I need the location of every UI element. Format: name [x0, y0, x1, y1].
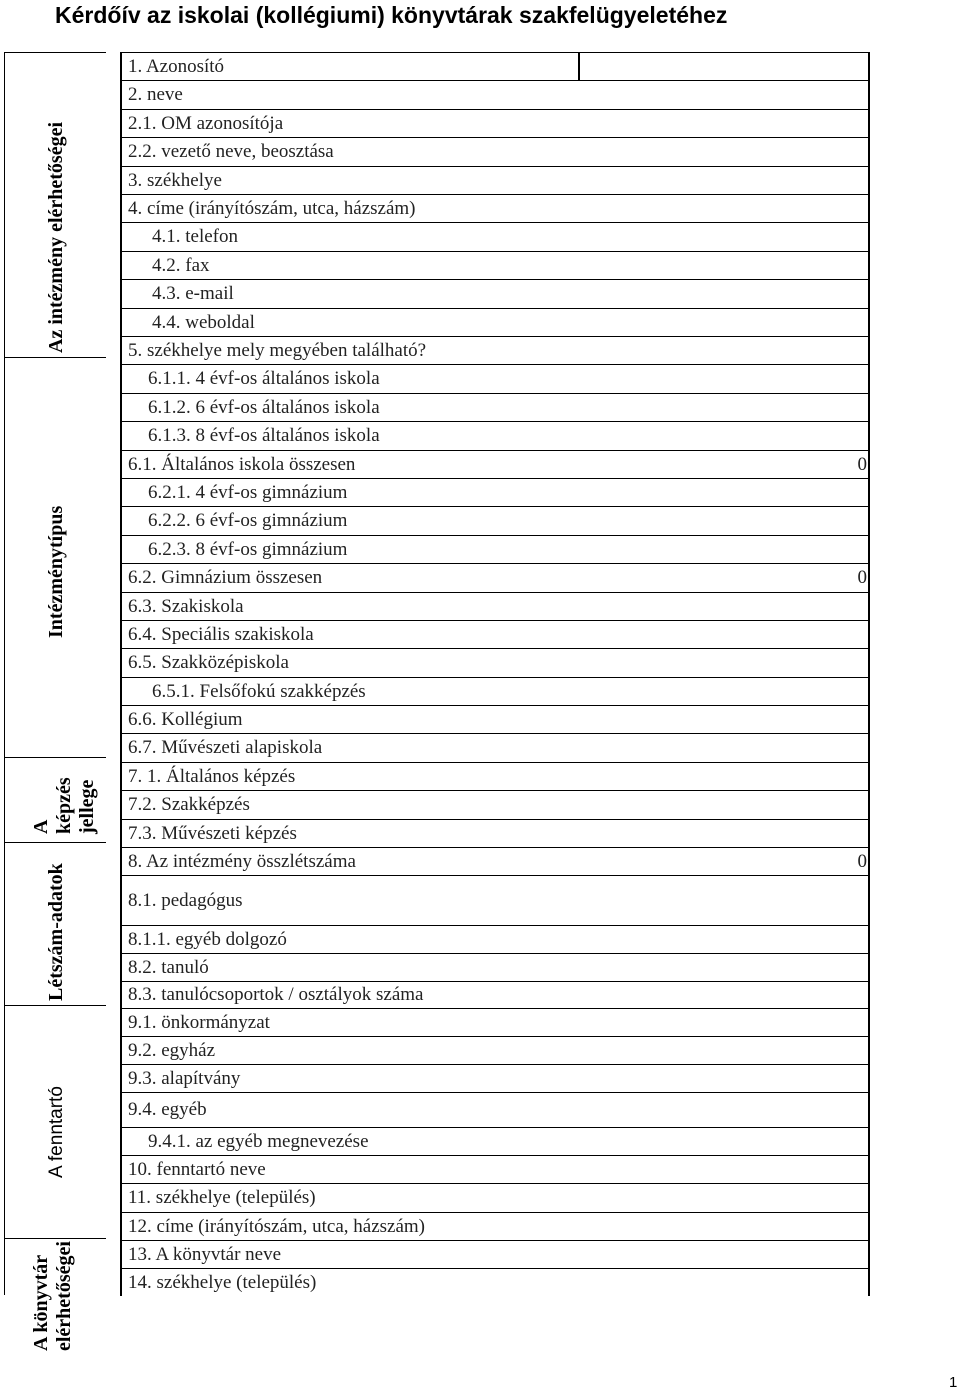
row-label: 4.2. fax — [152, 254, 210, 276]
row-label: 3. székhelye — [128, 169, 222, 191]
form-row — [120, 194, 869, 222]
row-label: 8. Az intézmény összlétszáma — [128, 850, 356, 872]
section-label-line: A fenntartó — [46, 1086, 67, 1178]
form-row — [120, 762, 869, 790]
row-label: 4.3. e-mail — [152, 283, 234, 304]
row-label: 6.7. Művészeti alapiskola — [128, 737, 323, 758]
row-label: 1. Azonosító — [128, 55, 225, 77]
form-row — [120, 535, 869, 563]
section-label-line: képzés — [53, 777, 75, 834]
row-label: 8.1. pedagógus — [128, 889, 243, 911]
row-label: 4.1. telefon — [152, 226, 239, 247]
form-row — [120, 1092, 869, 1127]
form-row — [120, 421, 869, 450]
section-label-line: Az intézmény elérhetőségei — [45, 121, 67, 353]
row-label: 8.2. tanuló — [128, 956, 209, 978]
section-label — [45, 863, 68, 1001]
form-row — [120, 222, 869, 251]
section-label — [30, 1241, 76, 1351]
form-row — [120, 393, 869, 421]
form-row — [120, 1155, 869, 1183]
header-row-rule — [578, 80, 870, 81]
row-label: 7.2. Szakképzés — [128, 794, 250, 815]
form-row — [120, 364, 869, 393]
row-label: 6.1.2. 6 évf-os általános iskola — [148, 396, 380, 418]
form-row — [120, 1212, 869, 1240]
column-divider-line — [578, 52, 580, 80]
row-label: 7. 1. Általános képzés — [128, 765, 296, 787]
section-label-line: elérhetőségei — [53, 1241, 75, 1351]
table-right-border — [868, 52, 870, 1296]
row-label: 10. fenntartó neve — [128, 1158, 266, 1180]
row-label: 6.5.1. Felsőfokú szakképzés — [152, 680, 366, 702]
form-row — [120, 1240, 869, 1268]
form-row — [120, 1036, 869, 1064]
section-cell — [4, 842, 106, 1005]
page-title: Kérdőív az iskolai (kollégiumi) könyvtárak szakfelügyeletéhez — [55, 2, 728, 28]
form-row — [120, 981, 869, 1008]
row-label: 14. székhelye (település) — [128, 1271, 317, 1293]
section-label — [45, 122, 68, 353]
form-row — [120, 506, 869, 535]
row-label: 6.1. Általános iskola összesen — [128, 453, 356, 475]
row-label: 6.3. Szakiskola — [128, 595, 244, 617]
form-row — [120, 80, 869, 109]
section-cell — [4, 757, 106, 842]
form-row — [120, 847, 869, 875]
form-row — [120, 52, 869, 80]
form-row — [120, 1268, 869, 1296]
row-label: 8.3. tanulócsoportok / osztályok száma — [128, 984, 424, 1005]
row-label: 9.4.1. az egyéb megnevezése — [148, 1130, 369, 1152]
form-row — [120, 925, 869, 953]
section-label-line: Létszám-adatok — [45, 863, 67, 1001]
form-row — [120, 790, 869, 819]
row-label: 9.2. egyház — [128, 1039, 216, 1061]
row-label: 6.1.3. 8 évf-os általános iskola — [148, 425, 380, 446]
form-row — [120, 620, 869, 648]
row-label: 2.1. OM azonosítója — [128, 112, 284, 134]
page-number: 1 — [949, 1374, 958, 1391]
form-row — [120, 251, 869, 279]
section-label-line: A — [30, 819, 52, 834]
row-label: 6.2.3. 8 évf-os gimnázium — [148, 538, 348, 560]
section-cell — [4, 357, 106, 757]
section-label-line: Intézménytípus — [45, 505, 67, 638]
section-label-line: A könyvtár — [30, 1254, 52, 1351]
row-label: 13. A könyvtár neve — [128, 1243, 282, 1265]
section-label — [30, 777, 99, 834]
form-row — [120, 109, 869, 137]
row-label: 2. neve — [128, 84, 183, 105]
section-cell — [4, 1238, 106, 1351]
section-label — [45, 1086, 68, 1178]
row-label: 4. címe (irányítószám, utca, házszám) — [128, 197, 416, 219]
form-row — [120, 953, 869, 981]
row-label: 5. székhelye mely megyében található? — [128, 339, 427, 361]
row-label: 6.6. Kollégium — [128, 708, 243, 730]
row-label: 6.5. Szakközépiskola — [128, 652, 289, 673]
form-row — [120, 279, 869, 308]
form-row — [120, 478, 869, 506]
form-row — [120, 648, 869, 677]
row-label: 11. székhelye (település) — [128, 1187, 316, 1208]
form-row — [120, 1008, 869, 1036]
row-label: 6.2. Gimnázium összesen — [128, 567, 323, 588]
row-label: 6.4. Speciális szakiskola — [128, 623, 314, 645]
form-row — [120, 1183, 869, 1212]
form-row — [120, 137, 869, 166]
form-row — [120, 450, 869, 478]
form-row — [120, 677, 869, 705]
form-row — [120, 705, 869, 733]
row-label: 8.1.1. egyéb dolgozó — [128, 928, 287, 950]
row-label: 6.1.1. 4 évf-os általános iskola — [148, 368, 380, 389]
row-label: 6.2.1. 4 évf-os gimnázium — [148, 481, 348, 503]
form-row — [120, 563, 869, 592]
row-value-field[interactable]: 0 — [857, 850, 867, 872]
form-row — [120, 166, 869, 194]
row-value-field[interactable]: 0 — [857, 567, 867, 588]
form-row — [120, 819, 869, 847]
form-row — [120, 336, 869, 364]
row-label: 12. címe (irányítószám, utca, házszám) — [128, 1215, 426, 1237]
section-cell — [4, 52, 106, 357]
section-cell — [4, 1005, 106, 1238]
form-row — [120, 1127, 869, 1155]
row-label: 4.4. weboldal — [152, 311, 255, 333]
row-label: 7.3. Művészeti képzés — [128, 822, 297, 844]
row-value-field[interactable]: 0 — [857, 453, 867, 475]
row-label: 9.4. egyéb — [128, 1099, 207, 1120]
section-label — [45, 506, 68, 638]
row-label: 2.2. vezető neve, beosztása — [128, 141, 334, 162]
form-row — [120, 733, 869, 762]
row-label: 9.3. alapítvány — [128, 1067, 241, 1089]
section-label-line: jellege — [76, 779, 98, 834]
form-row — [120, 308, 869, 336]
form-row — [120, 592, 869, 620]
row-label: 6.2.2. 6 évf-os gimnázium — [148, 510, 348, 531]
form-row — [120, 875, 869, 925]
form-row — [120, 1064, 869, 1092]
row-label: 9.1. önkormányzat — [128, 1011, 270, 1033]
